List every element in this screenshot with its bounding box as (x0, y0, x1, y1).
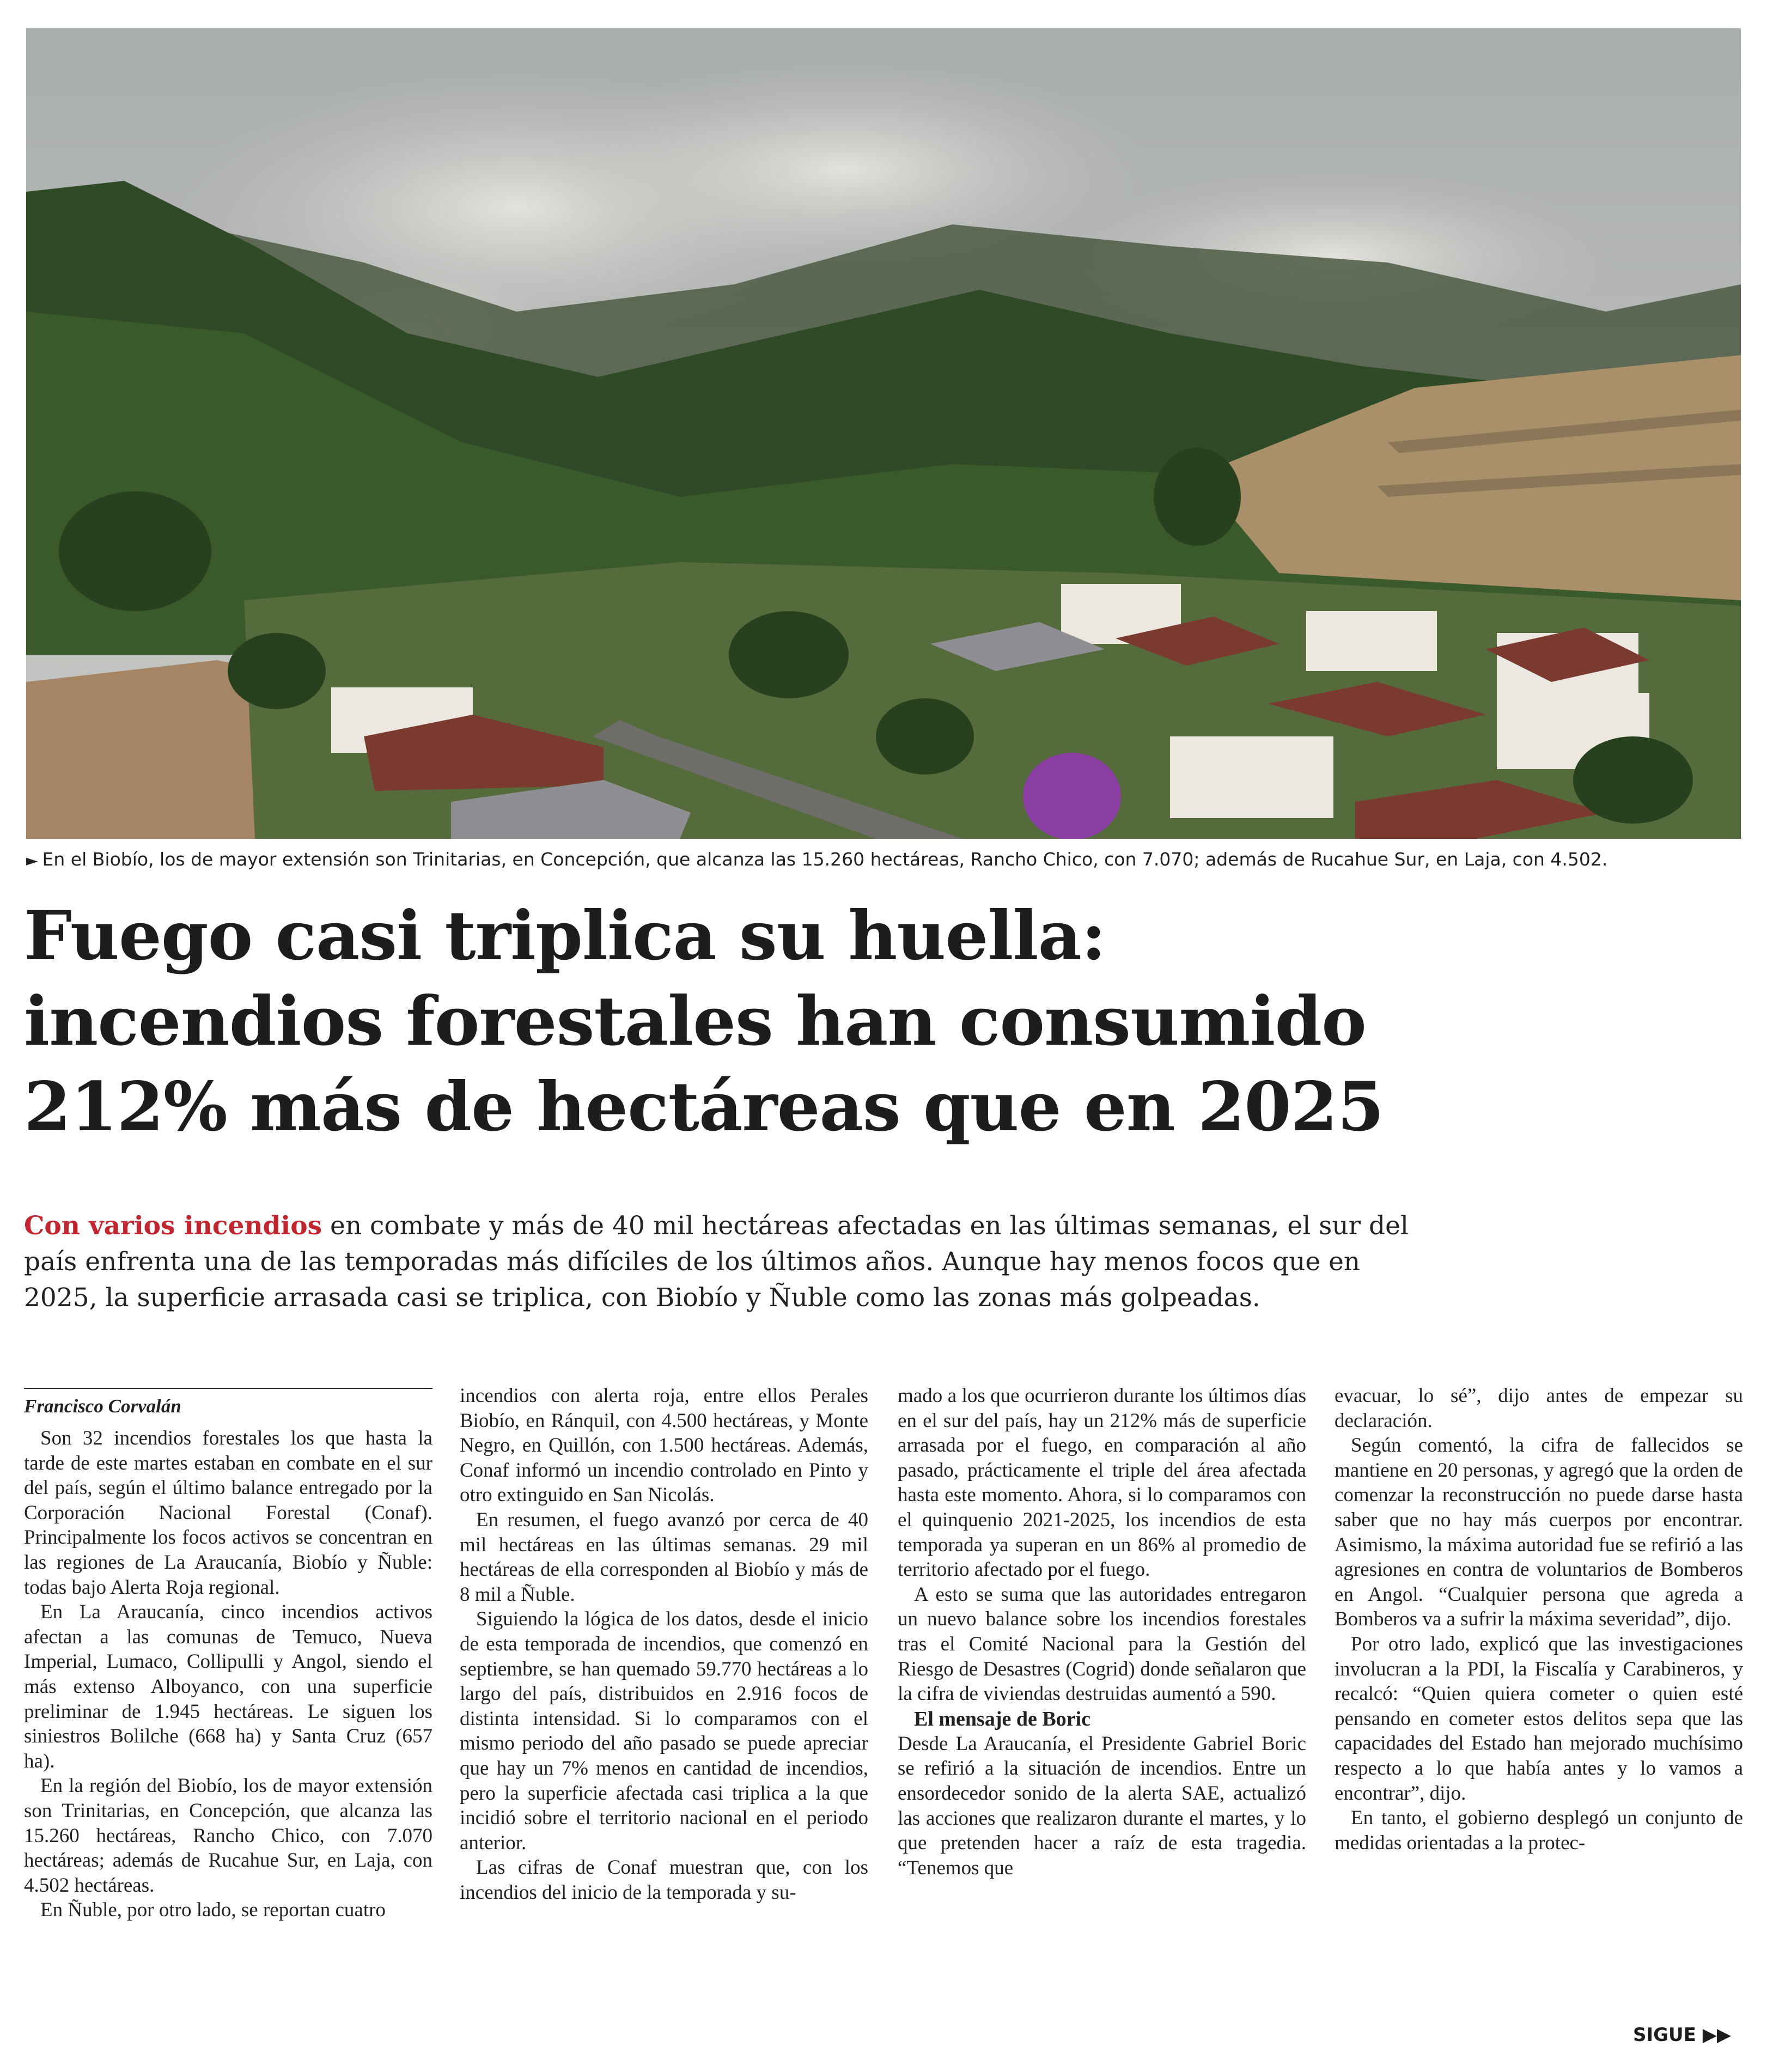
paragraph: En resumen, el fuego avanzó por cerca de 40 mil hectáreas en las últimas semanas. 29 mil hectáreas de ella corresponden al Biobío y más de 8 mil a Ñuble. (460, 1508, 868, 1606)
paragraph: Según comentó, la cifra de fallecidos se mantiene en 20 personas, y agregó que la orden de comenzar la reconstrucción no puede darse hasta saber que no hay más cuerpos por encontrar. Asimismo, la máxima autoridad fue se refirió a las agresiones en contra de voluntarios de Bomberos en Angol. “Cualquier persona que agreda a Bomberos va a sufrir la máxima severidad”, dijo. (1335, 1434, 1743, 1631)
headline-line-1: Fuego casi triplica su huella: (24, 897, 1106, 976)
caption-marker-icon: ► (26, 851, 38, 869)
article-column-3 (898, 1384, 1306, 1880)
paragraph: Las cifras de Conaf muestran que, con los incendios del inicio de la temporada y su- (460, 1856, 868, 1904)
paragraph: En la región del Biobío, los de mayor extensión son Trinitarias, en Concepción, que alcanza las 15.260 hectáreas, Rancho Chico, con 7.070 hectáreas; además de Rucahue Sur, en Laja, con 4.502 hectáreas. (24, 1775, 432, 1897)
paragraph: Desde La Araucanía, el Presidente Gabriel Boric se refirió a la situación de incendios. Entre un ensordecedor sonido de la alerta SAE, actualizó las acciones que realizaron durante el martes, y lo que pretenden hacer a raíz de esta tragedia. “Tenemos que (898, 1732, 1306, 1879)
photo-caption (26, 848, 1741, 873)
paragraph: En tanto, el gobierno desplegó un conjunto de medidas orientadas a la protec- (1335, 1807, 1743, 1854)
lead-paragraph (24, 1208, 1429, 1316)
article-column-4 (1335, 1384, 1743, 1855)
paragraph: Son 32 incendios forestales los que hasta la tarde de este martes estaban en combate en el sur del país, según el último balance entregado por la Corporación Nacional Forestal (Conaf). Principalmente los focos activos se concentran en las regiones de La Araucanía, Biobío y Ñuble: todas bajo Alerta Roja regional. (24, 1427, 432, 1599)
wildfire-aerial-photo-icon (26, 28, 1741, 839)
paragraph: Siguiendo la lógica de los datos, desde el inicio de esta temporada de incendios, que comenzó en septiembre, se han quemado 59.770 hectáreas a lo largo del país, distribuidos en 2.916 focos de distinta intensidad. Si lo comparamos con el mismo periodo del año pasado se puede apreciar que hay un 7% menos en cantidad de incendios, pero la superficie afectada casi triplica a la que incidió sobre el territorio nacional en el periodo anterior. (460, 1608, 868, 1854)
paragraph: evacuar, lo sé”, dijo antes de empezar su declaración. (1335, 1385, 1743, 1432)
lead-kicker: Con varios incendios (24, 1211, 322, 1241)
paragraph: mado a los que ocurrieron durante los últimos días en el sur del país, hay un 212% más de superficie arrasada por el fuego, en comparación al año pasado, prácticamente el triple del área afectada hasta este momento. Ahora, si lo comparamos con el quinquenio 2021-2025, los incendios de esta temporada ya superan en un 86% al promedio de territorio afectado por el fuego. (898, 1385, 1306, 1581)
paragraph: En Ñuble, por otro lado, se reportan cuatro (40, 1899, 386, 1922)
lead-text: en combate y más de 40 mil hectáreas afectadas en las últimas semanas, el sur del país enfrenta una de las temporadas más difíciles de los últimos años. Aunque hay menos focos que en 2025, la superficie arrasada casi se triplica, con Biobío y Ñuble como las zonas más golpeadas. (24, 1211, 1409, 1313)
continue-marker: SIGUE ▶▶ (1633, 2024, 1732, 2046)
headline (24, 893, 1740, 1150)
wildfire-photo (26, 28, 1741, 839)
section-subhead: El mensaje de Boric (914, 1707, 1091, 1730)
paragraph: incendios con alerta roja, entre ellos Perales Biobío, en Ránquil, con 4.500 hectáreas, y Monte Negro, en Quillón, con 1.500 hectáreas. Además, Conaf informó un incendio controlado en Pinto y otro extinguido en San Nicolás. (460, 1385, 868, 1507)
paragraph: A esto se suma que las autoridades entregaron un nuevo balance sobre los incendios forestales tras el Comité Nacional para la Gestión del Riesgo de Desastres (Cogrid) donde señalaron que la cifra de viviendas destruidas aumentó a 590. (898, 1583, 1306, 1705)
paragraph: Por otro lado, explicó que las investigaciones involucran a la PDI, la Fiscalía y Carabineros, y recalcó: “Quien quiera cometer o quien esté pensando en cometer estos delitos sepa que las capacidades del Estado han mejorado muchísimo respecto a lo que había antes y lo vamos a encontrar”, dijo. (1335, 1632, 1743, 1805)
headline-line-2: incendios forestales han consumido (24, 982, 1366, 1061)
paragraph: En La Araucanía, cinco incendios activos afectan a las comunas de Temuco, Nueva Imperial, Lumaco, Collipulli y Angol, siendo el más extenso Alboyanco, con una superficie preliminar de 1.945 hectáreas. Le siguen los siniestros Bolilche (668 ha) y Santa Cruz (657 ha). (24, 1601, 432, 1772)
byline: Francisco Corvalán (24, 1388, 432, 1418)
article-column-2 (460, 1384, 868, 1905)
headline-line-3: 212% más de hectáreas que en 2025 (24, 1068, 1384, 1147)
caption-text: En el Biobío, los de mayor extensión son Trinitarias, en Concepción, que alcanza las 15.260 hectáreas, Rancho Chico, con 7.070; además de Rucahue Sur, en Laja, con 4.502. (42, 849, 1608, 870)
article-column-1 (24, 1388, 432, 1923)
